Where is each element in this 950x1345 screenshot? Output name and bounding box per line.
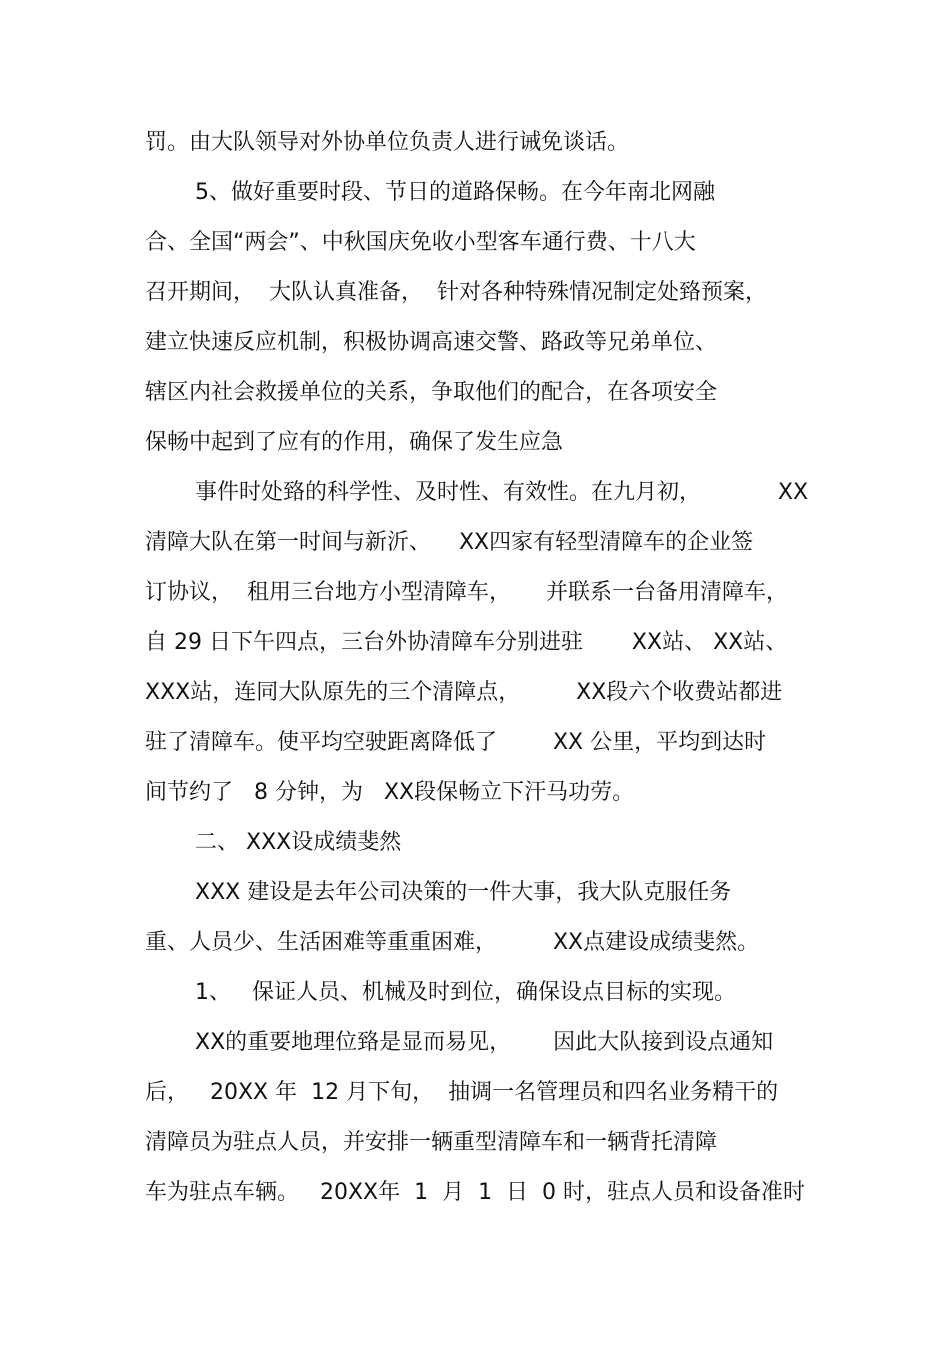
text-line: 罚。由大队领导对外协单位负责人进行诫免谈话。 xyxy=(145,130,630,155)
text-line: 事件时处臵的科学性、及时性、有效性。在九月初， XX xyxy=(195,480,809,505)
text-line: 驻了清障车。使平均空驶距离降低了 XX 公里，平均到达时 xyxy=(145,730,767,755)
text-line: 保畅中起到了应有的作用，确保了发生应急 xyxy=(145,430,564,455)
text-line: 重、人员少、生活困难等重重困难， XX点建设成绩斐然。 xyxy=(145,930,760,955)
text-line: 清障员为驻点人员，并安排一辆重型清障车和一辆背托清障 xyxy=(145,1130,718,1155)
subsection-heading: 1、 保证人员、机械及时到位，确保设点目标的实现。 xyxy=(195,980,736,1005)
text-line: 合、全国“两会”、中秋国庆免收小型客车通行费、十八大 xyxy=(145,230,696,255)
text-line: 召开期间， 大队认真准备， 针对各种特殊情况制定处臵预案， xyxy=(145,280,767,305)
text-line: 清障大队在第一时间与新沂、 XX四家有轻型清障车的企业签 xyxy=(145,530,754,555)
text-line: 辖区内社会救援单位的关系，争取他们的配合，在各项安全 xyxy=(145,380,718,405)
text-line: 后， 20XX 年 12 月下旬， 抽调一名管理员和四名业务精干的 xyxy=(145,1080,779,1105)
text-line: XXX站，连同大队原先的三个清障点， XX段六个收费站都进 xyxy=(145,680,783,705)
text-line: 自 29 日下午四点，三台外协清障车分别进驻 XX站、 XX站、 xyxy=(145,630,788,655)
text-line: 车为驻点车辆。 20XX年 1 月 1 日 0 时，驻点人员和设备准时 xyxy=(145,1180,806,1205)
text-line: 建立快速反应机制，积极协调高速交警、路政等兄弟单位、 xyxy=(145,330,718,355)
text-line: 间节约了 8 分钟，为 XX段保畅立下汗马功劳。 xyxy=(145,780,635,805)
text-line: 订协议， 租用三台地方小型清障车， 并联系一台备用清障车， xyxy=(145,580,788,605)
text-line: XX的重要地理位臵是显而易见， 因此大队接到设点通知 xyxy=(195,1030,774,1055)
text-line: XXX 建设是去年公司决策的一件大事，我大队克服任务 xyxy=(195,880,732,905)
text-line: 5、做好重要时段、节日的道路保畅。在今年南北网融 xyxy=(195,180,715,205)
section-heading: 二、 XXX设成绩斐然 xyxy=(195,830,402,855)
